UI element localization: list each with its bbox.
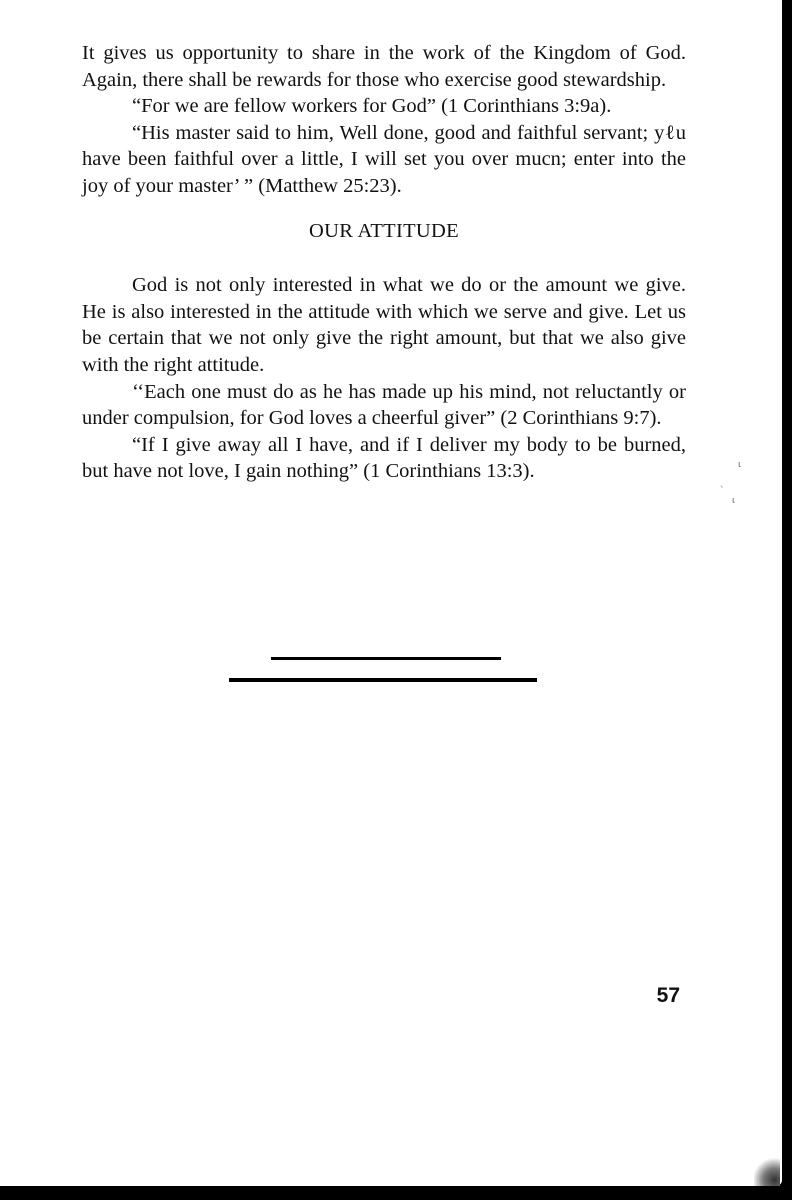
page-number: 57 <box>656 984 680 1007</box>
quote-matthew-25-23: “His master said to him, Well done, good and faithful servant; yℓu have been faithful over a little, I will set you over mucn; enter into the joy of your master’ ” (Matthew 25:23). <box>82 121 686 197</box>
paragraph-kingdom: It gives us opportunity to share in the work of the Kingdom of God. Again, there shall be rewards for those who exercise good stewardship. <box>82 42 686 91</box>
quote-1-corinthians-13-3: “If I give away all I have, and if I deliver my body to be burned, but have not love, I gain nothing” (1 Corinthians 13:3). <box>82 433 686 483</box>
page-corner-smudge <box>754 1156 780 1186</box>
scan-speck: ˋ <box>720 486 725 496</box>
divider-rule-short <box>271 657 501 660</box>
quote-corinthians-3-9a: “For we are fellow workers for God” (1 Corinthians 3:9a). <box>132 95 612 118</box>
section-heading: OUR ATTITUDE <box>309 219 459 242</box>
scan-speck: ι <box>732 496 736 506</box>
divider-rule-long <box>229 678 537 682</box>
body-text <box>82 40 686 485</box>
paragraph-attitude: God is not only interested in what we do or the amount we give. He is also interested in the attitude with which we serve and give. Let us be certain that we not only give the right amount, but that we also give with the right attitude. <box>82 274 686 376</box>
scan-speck: ι <box>738 460 742 470</box>
quote-2-corinthians-9-7: ‘‘Each one must do as he has made up his mind, not reluctantly or under compulsion, for God loves a cheerful giver” (2 Corinthians 9:7). <box>82 380 686 430</box>
